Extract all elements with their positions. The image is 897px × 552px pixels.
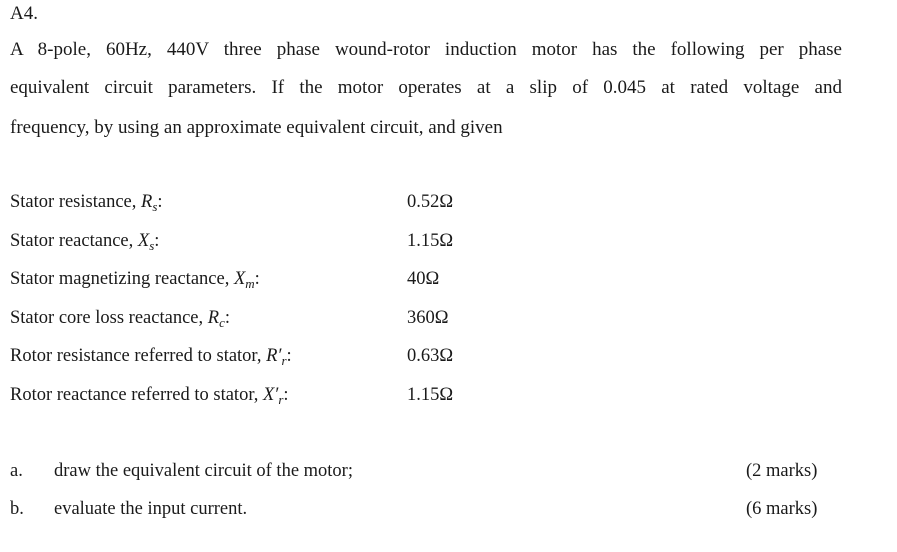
param-label: Stator magnetizing reactance, — [10, 269, 230, 289]
param-row-label: Stator reactance, $X_s$: — [10, 231, 160, 253]
intro-line-1: A 8-pole, 60Hz, 440V three phase wound-rotor induction motor has the following per phase — [10, 39, 842, 60]
param-subscript: r — [281, 353, 287, 368]
param-row-label: Stator resistance, $R_s$: — [10, 192, 163, 214]
param-row-label: Stator magnetizing reactance, $X_m$: — [10, 269, 260, 291]
param-row-label: Rotor resistance referred to stator, $R'_r$: — [10, 346, 292, 368]
param-prime: ′ — [277, 346, 282, 366]
param-symbol: R — [266, 346, 278, 366]
param-label: Rotor resistance referred to stator, — [10, 346, 262, 366]
param-value: 1.15Ω — [407, 385, 454, 405]
param-label: Rotor reactance referred to stator, — [10, 385, 259, 405]
question-number: A4. — [10, 3, 38, 24]
task-letter: a. — [10, 461, 23, 481]
task-marks: (2 marks) — [746, 461, 818, 481]
param-row-label: Rotor reactance referred to stator, $X'_r$: — [10, 385, 289, 407]
intro-line-2: equivalent circuit parameters. If the motor operates at a slip of 0.045 at rated voltage and — [10, 77, 842, 98]
task-marks: (6 marks) — [746, 499, 818, 519]
task-text: draw the equivalent circuit of the motor; — [54, 461, 353, 481]
param-subscript: m — [245, 276, 255, 291]
param-label: Stator reactance, — [10, 231, 134, 251]
param-subscript: r — [278, 392, 284, 407]
param-label: Stator resistance, — [10, 192, 137, 212]
param-value: 0.63Ω — [407, 346, 454, 366]
param-symbol: R — [141, 192, 153, 212]
param-label: Stator core loss reactance, — [10, 308, 204, 328]
param-row-label: Stator core loss reactance, $R_c$: — [10, 308, 230, 330]
intro-line-3: frequency, by using an approximate equivalent circuit, and given — [10, 117, 503, 138]
param-symbol: R — [207, 308, 220, 328]
param-value: 360Ω — [407, 308, 449, 328]
param-prime: ′ — [274, 385, 279, 405]
param-value: 40Ω — [407, 269, 440, 289]
param-symbol: X — [137, 231, 150, 251]
param-subscript: s — [149, 238, 155, 253]
param-subscript: s — [152, 199, 158, 214]
task-letter: b. — [10, 499, 24, 519]
param-symbol: X — [233, 269, 246, 289]
param-subscript: c — [219, 315, 225, 330]
task-text: evaluate the input current. — [54, 499, 248, 519]
param-symbol: X — [262, 385, 275, 405]
param-value: 1.15Ω — [407, 231, 454, 251]
param-value: 0.52Ω — [407, 192, 454, 212]
